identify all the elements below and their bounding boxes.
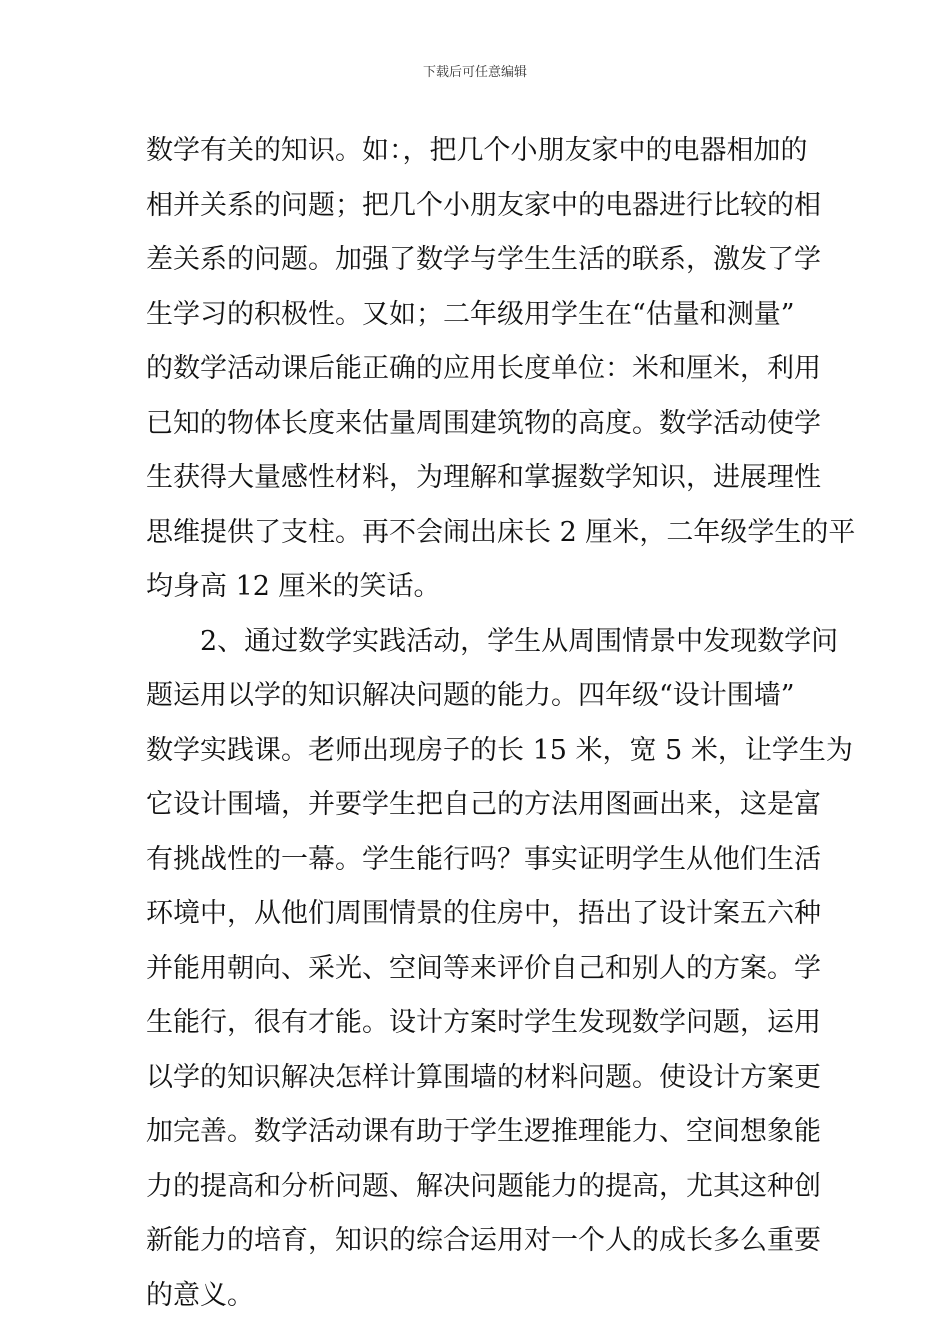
text-line: 环境中，从他们周围情景的住房中，捂出了设计案五六种 [146,898,821,929]
text-line: 以学的知识解决怎样计算围墙的材料问题。使设计方案更 [146,1061,821,1093]
text-line: 新能力的培育，知识的综合运用对一个人的成长多么重要 [146,1225,821,1256]
text-line: 差关系的问题。加强了数学与学生生活的联系，激发了学 [146,244,821,275]
text-line: 生能行，很有才能。设计方案时学生发现数学问题，运用 [146,1007,821,1038]
text-line: 生获得大量感性材料，为理解和掌握数学知识，进展理性 [146,462,821,493]
text-line: 加完善。数学活动课有助于学生逻推理能力、空间想象能 [146,1116,821,1147]
text-line: 的数学活动课后能正确的应用长度单位：米和厘米，利用 [146,353,821,384]
text-line: 力的提高和分析问题、解决问题能力的提高，尤其这种创 [146,1170,821,1202]
text-line: 均身高 12 厘米的笑话。 [146,571,441,602]
paragraph-1 [146,124,856,615]
text-line: 已知的物体长度来估量周围建筑物的高度。数学活动使学 [146,407,821,439]
text-line: 生学习的积极性。又如；二年级用学生在“估量和测量” [146,298,795,330]
text-line: 有挑战性的一幕。学生能行吗？事实证明学生从他们生活 [146,843,821,875]
text-line-first: 2、通过数学实践活动，学生从周围情景中发现数学问 [200,625,839,657]
paragraph-2 [146,615,853,1324]
text-line: 思维提供了支柱。再不会闹出床长 2 厘米，二年级学生的平 [146,516,856,548]
text-line: 的意义。 [146,1279,254,1311]
document-body [146,124,856,1323]
text-line: 相并关系的问题；把几个小朋友家中的电器进行比较的相 [146,189,821,221]
text-line: 题运用以学的知识解决问题的能力。四年级“设计围墙” [146,680,795,711]
text-line: 它设计围墙，并要学生把自己的方法用图画出来，这是富 [146,789,821,820]
text-line: 并能用朝向、采光、空间等来评价自己和别人的方案。学 [146,952,821,984]
text-line: 数学有关的知识。如：，把几个小朋友家中的电器相加的 [146,135,808,166]
text-line: 数学实践课。老师出现房子的长 15 米，宽 5 米，让学生为 [146,734,853,766]
page-header: 下载后可任意编辑 [422,65,527,80]
